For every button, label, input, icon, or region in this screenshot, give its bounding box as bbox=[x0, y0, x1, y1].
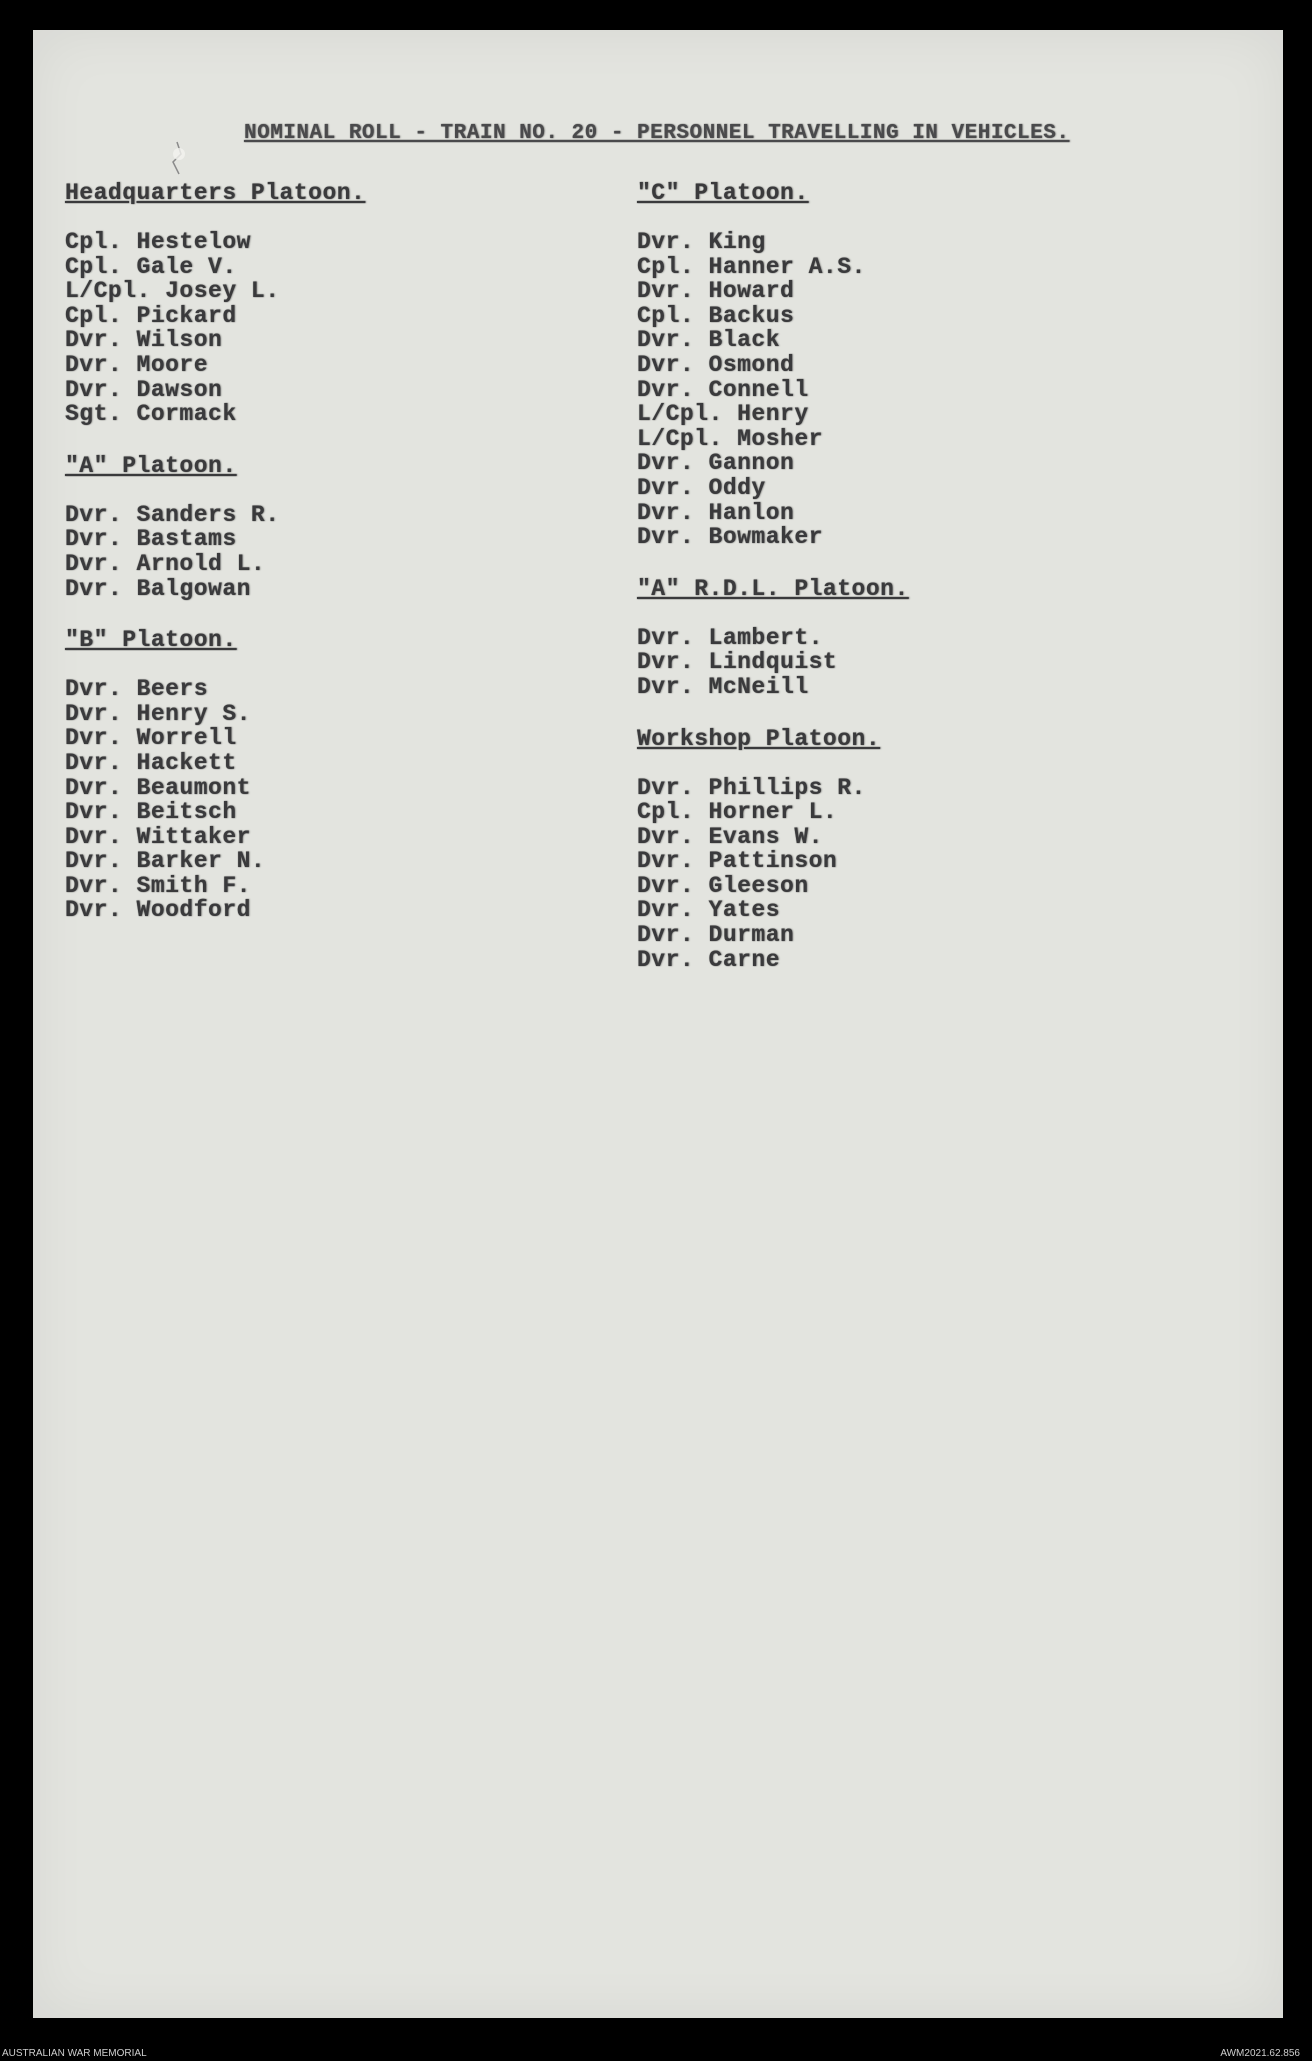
platoon-heading: "B" Platoon. bbox=[65, 627, 237, 654]
personnel-entry: Dvr. Pattinson bbox=[637, 848, 838, 875]
personnel-entry: Dvr. Bowmaker bbox=[637, 524, 823, 551]
personnel-entry: Cpl. Gale V. bbox=[65, 253, 237, 280]
personnel-entry: Dvr. Arnold L. bbox=[65, 550, 266, 577]
personnel-entry: Dvr. McNeill bbox=[637, 673, 809, 700]
platoon-section bbox=[65, 625, 365, 923]
platoon-heading: Headquarters Platoon. bbox=[65, 180, 366, 206]
paper-crease-mark bbox=[163, 140, 193, 180]
platoon-heading: "A" R.D.L. Platoon. bbox=[637, 575, 909, 602]
platoon-section bbox=[65, 451, 365, 601]
personnel-entry: Dvr. Oddy bbox=[637, 474, 766, 501]
personnel-entry: Dvr. Beaumont bbox=[65, 774, 251, 801]
personnel-entry: Dvr. Connell bbox=[637, 376, 809, 403]
personnel-entry: L/Cpl. Henry bbox=[637, 401, 809, 428]
personnel-entry: Cpl. Backus bbox=[637, 302, 795, 329]
personnel-entry: Dvr. Worrell bbox=[65, 725, 237, 752]
personnel-entry: Dvr. Wilson bbox=[65, 327, 223, 354]
personnel-entry: Dvr. Smith F. bbox=[65, 872, 251, 899]
personnel-entry: L/Cpl. Josey L. bbox=[65, 278, 280, 305]
document-title: NOMINAL ROLL - TRAIN NO. 20 - PERSONNEL TRAVELLING IN VEHICLES. bbox=[244, 122, 1070, 145]
personnel-entry: Dvr. Gannon bbox=[637, 450, 795, 477]
personnel-entry: Dvr. Barker N. bbox=[65, 848, 266, 875]
platoon-heading: "C" Platoon. bbox=[637, 180, 809, 206]
personnel-entry: Dvr. Durman bbox=[637, 922, 795, 949]
archive-credit: AUSTRALIAN WAR MEMORIAL bbox=[2, 2048, 147, 2059]
personnel-entry: Dvr. Beitsch bbox=[65, 799, 237, 826]
personnel-entry: Sgt. Cormack bbox=[65, 401, 237, 428]
personnel-entry: Cpl. Hestelow bbox=[65, 229, 251, 255]
personnel-entry: Dvr. Dawson bbox=[65, 376, 223, 403]
personnel-entry: Dvr. Gleeson bbox=[637, 872, 809, 899]
personnel-entry: Dvr. Phillips R. bbox=[637, 774, 866, 801]
platoon-section bbox=[65, 178, 365, 427]
personnel-entry: Dvr. Yates bbox=[637, 897, 781, 924]
personnel-entry: Cpl. Horner L. bbox=[637, 799, 838, 826]
personnel-entry: Dvr. Woodford bbox=[65, 897, 251, 924]
personnel-entry: Dvr. Moore bbox=[65, 351, 209, 378]
personnel-entry: Dvr. Evans W. bbox=[637, 823, 823, 850]
personnel-entry: Cpl. Hanner A.S. bbox=[637, 253, 866, 280]
personnel-entry: Dvr. Carne bbox=[637, 946, 781, 973]
personnel-entry: Dvr. King bbox=[637, 229, 766, 255]
personnel-entry: Dvr. Hanlon bbox=[637, 499, 795, 526]
personnel-entry: Dvr. Hackett bbox=[65, 749, 237, 776]
platoon-heading: "A" Platoon. bbox=[65, 452, 237, 479]
platoon-section bbox=[637, 724, 909, 973]
personnel-entry: Dvr. Sanders R. bbox=[65, 501, 280, 528]
personnel-entry: Dvr. Howard bbox=[637, 278, 795, 305]
personnel-entry: Dvr. Osmond bbox=[637, 351, 795, 378]
archive-reference: AWM2021.62.856 bbox=[1220, 2048, 1300, 2059]
right-column bbox=[637, 178, 909, 996]
personnel-entry: Dvr. Wittaker bbox=[65, 823, 251, 850]
personnel-entry: L/Cpl. Mosher bbox=[637, 425, 823, 452]
left-column bbox=[65, 178, 365, 947]
personnel-entry: Dvr. Black bbox=[637, 327, 781, 354]
personnel-entry: Cpl. Pickard bbox=[65, 302, 237, 329]
platoon-section bbox=[637, 178, 909, 550]
platoon-heading: Workshop Platoon. bbox=[637, 725, 881, 752]
personnel-entry: Dvr. Henry S. bbox=[65, 700, 251, 727]
personnel-entry: Dvr. Bastams bbox=[65, 526, 237, 553]
personnel-entry: Dvr. Balgowan bbox=[65, 575, 251, 602]
personnel-entry: Dvr. Beers bbox=[65, 676, 209, 703]
personnel-entry: Dvr. Lindquist bbox=[637, 649, 838, 676]
personnel-entry: Dvr. Lambert. bbox=[637, 624, 823, 651]
platoon-section bbox=[637, 574, 909, 700]
